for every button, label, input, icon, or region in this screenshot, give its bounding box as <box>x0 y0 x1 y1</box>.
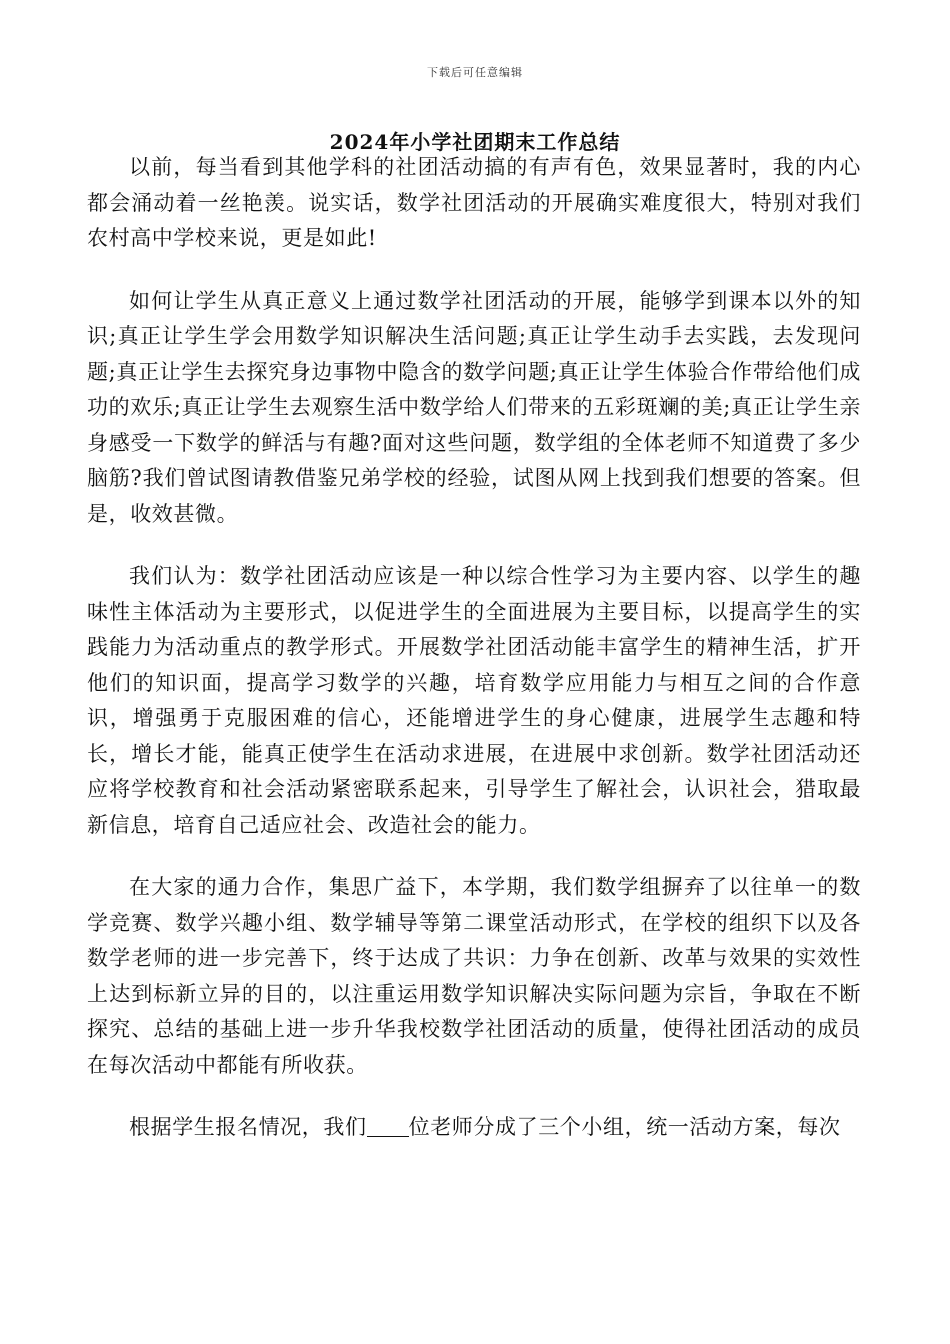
document-body <box>87 150 861 1173</box>
header-note: 下载后可任意编辑 <box>427 66 523 79</box>
paragraph-5-start: 根据学生报名情况，我们 <box>129 1115 367 1139</box>
paragraph-5-end: 位老师分成了三个小组，统一活动方案，每次 <box>408 1115 841 1139</box>
paragraph-5 <box>87 1110 861 1146</box>
fill-in-blank <box>367 1115 409 1137</box>
paragraph-2: 如何让学生从真正意义上通过数学社团活动的开展，能够学到课本以外的知识;真正让学生学会用数学知识解决生活问题;真正让学生动手去实践，去发现问题;真正让学生去探究身边事物中隐含的数学问题;真正让学生体验合作带给他们成功的欢乐;真正让学生去观察生活中数学给人们带来的五彩斑斓的美;真正让学生亲身感受一下数学的鲜活与有趣?面对这些问题，数学组的全体老师不知道费了多少脑筋?我们曾试图请教借鉴兄弟学校的经验，试图从网上找到我们想要的答案。但是，收效甚微。 <box>87 288 861 526</box>
paragraph-3: 我们认为：数学社团活动应该是一种以综合性学习为主要内容、以学生的趣味性主体活动为主要形式，以促进学生的全面进展为主要目标，以提高学生的实践能力为活动重点的教学形式。开展数学社团活动能丰富学生的精神生活，扩开他们的知识面，提高学习数学的兴趣，培育数学应用能力与相互之间的合作意识，增强勇于克服困难的信心，还能增进学生的身心健康，进展学生志趣和特长，增长才能，能真正使学生在活动求进展，在进展中求创新。数学社团活动还应将学校教育和社会活动紧密联系起来，引导学生了解社会，认识社会，猎取最新信息，培育自己适应社会、改造社会的能力。 <box>87 564 861 837</box>
paragraph-4: 在大家的通力合作，集思广益下，本学期，我们数学组摒弃了以往单一的数学竞赛、数学兴趣小组、数学辅导等第二课堂活动形式，在学校的组织下以及各数学老师的进一步完善下，终于达成了共识：力争在创新、改革与效果的实效性上达到标新立异的目的，以注重运用数学知识解决实际问题为宗旨，争取在不断探究、总结的基础上进一步升华我校数学社团活动的质量，使得社团活动的成员在每次活动中都能有所收获。 <box>87 875 861 1077</box>
paragraph-1: 以前，每当看到其他学科的社团活动搞的有声有色，效果显著时，我的内心都会涌动着一丝艳羡。说实话，数学社团活动的开展确实难度很大，特别对我们农村高中学校来说，更是如此! <box>87 155 861 250</box>
document-title: 2024年小学社团期末工作总结 <box>329 130 621 154</box>
